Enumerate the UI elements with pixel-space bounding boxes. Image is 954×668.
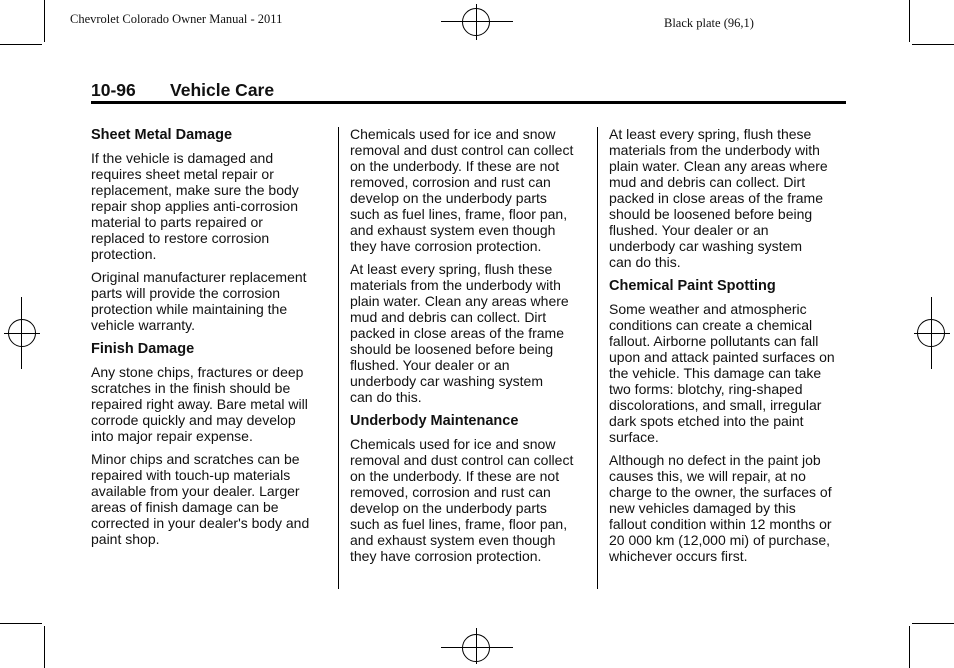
paragraph: Although no defect in the paint job causes this, we will repair, at no charge to the owner, the surfaces of new vehicles damaged by this fallout condition within 12 months or 20 000 km (12,000 mi) of purchase, whichever occurs first. — [609, 452, 832, 564]
crop-mark-top-left-h — [0, 44, 42, 45]
crop-mark-bottom-right-v — [909, 626, 910, 668]
page-number: 10-96 — [91, 80, 136, 100]
heading-chemical-paint-spotting: Chemical Paint Spotting — [609, 278, 776, 294]
crop-mark-bottom-left-h — [0, 623, 42, 624]
crop-mark-bottom-right-h — [912, 623, 954, 624]
manual-title: Chevrolet Colorado Owner Manual - 2011 — [70, 12, 283, 26]
paragraph: If the vehicle is damaged and requires sheet metal repair or replacement, make sure the body repair shop applies anti-corrosion material to parts repaired or replaced to restore corrosion protection. — [91, 150, 299, 262]
column-3 — [609, 126, 849, 571]
paragraph: Some weather and atmospheric conditions can create a chemical fallout. Airborne pollutants can fall upon and attack painted surfaces on the vehicle. This damage can take two forms: blotchy, ring-shaped discolorations, and small, irregular dark spots etched into the paint surface. — [609, 301, 835, 445]
crop-mark-bottom-left-v — [44, 626, 45, 668]
column-1 — [91, 126, 327, 554]
paragraph: At least every spring, flush these materials from the underbody with plain water. Clean any areas where mud and debris can collect. Dirt packed in close areas of the frame should be loosened before being flushed. Your dealer or an underbody car washing system can do this. — [609, 126, 828, 270]
plate-label: Black plate (96,1) — [664, 16, 754, 30]
crop-mark-top-right-v — [909, 0, 910, 42]
heading-underbody-maintenance: Underbody Maintenance — [350, 413, 519, 429]
column-divider-2 — [597, 127, 598, 589]
paragraph: Any stone chips, fractures or deep scratches in the finish should be repaired right away. Bare metal will corrode quickly and may develop into major repair expense. — [91, 364, 308, 444]
paragraph: Chemicals used for ice and snow removal and dust control can collect on the underbody. If these are not removed, corrosion and rust can develop on the underbody parts such as fuel lines, frame, floor pan, and exhaust system even though they have corrosion protection. — [350, 126, 574, 254]
section-title: Vehicle Care — [170, 80, 275, 100]
paragraph: Original manufacturer replacement parts will provide the corrosion protection while maintaining the vehicle warranty. — [91, 269, 307, 333]
column-2 — [350, 126, 590, 571]
paragraph: At least every spring, flush these materials from the underbody with plain water. Clean any areas where mud and debris can collect. Dirt packed in close areas of the frame should be loosened before being flushed. Your dealer or an underbody car washing system can do this. — [350, 261, 569, 405]
crop-mark-top-right-h — [912, 44, 954, 45]
heading-sheet-metal-damage: Sheet Metal Damage — [91, 127, 233, 143]
heading-rule — [91, 101, 846, 104]
heading-finish-damage: Finish Damage — [91, 341, 195, 357]
page-heading — [91, 80, 846, 101]
column-divider-1 — [338, 127, 339, 589]
paragraph: Chemicals used for ice and snow removal and dust control can collect on the underbody. If these are not removed, corrosion and rust can develop on the underbody parts such as fuel lines, frame, floor pan, and exhaust system even though they have corrosion protection. — [350, 436, 574, 564]
paragraph: Minor chips and scratches can be repaired with touch-up materials available from your dealer. Larger areas of finish damage can be corrected in your dealer's body and paint shop. — [91, 451, 310, 547]
crop-mark-top-left-v — [44, 0, 45, 42]
